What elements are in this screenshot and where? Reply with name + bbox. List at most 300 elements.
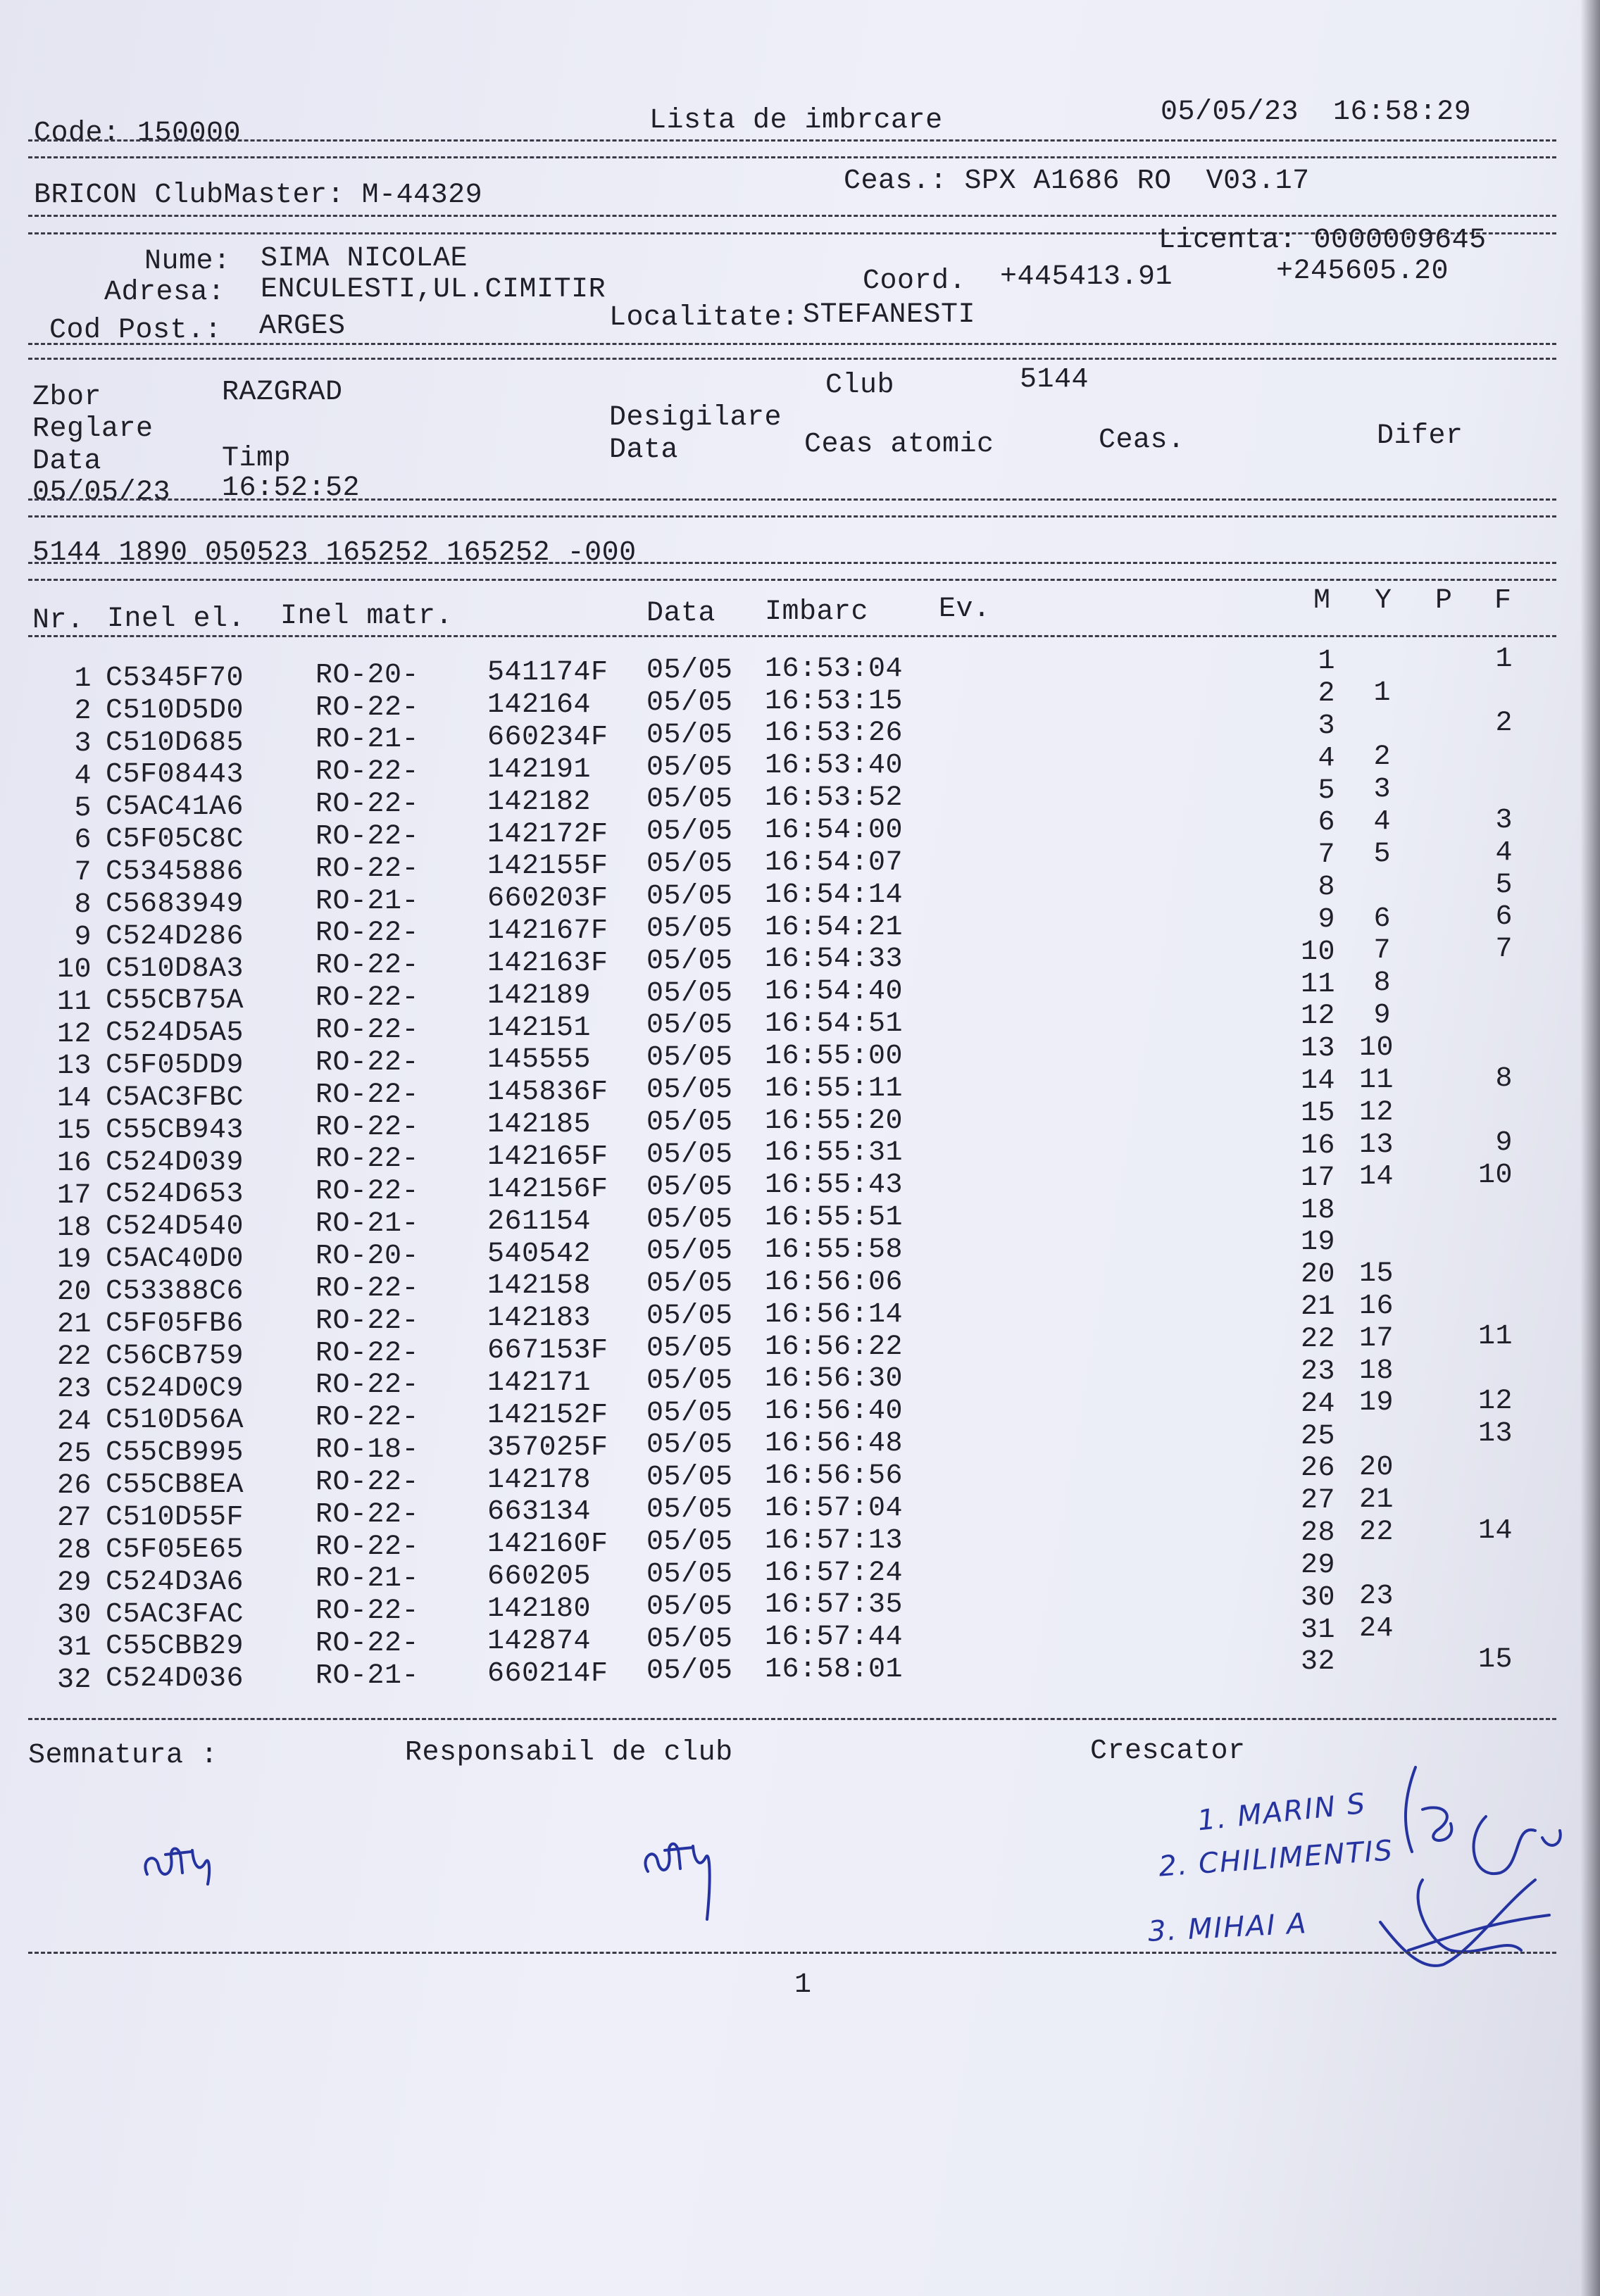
locality-value: STEFANESTI bbox=[803, 299, 976, 331]
cell-imbarc-time: 16:56:14 bbox=[765, 1298, 904, 1331]
cell-m: 32 bbox=[1300, 1646, 1335, 1679]
cell-nr: 13 bbox=[56, 1050, 92, 1083]
cell-nr: 22 bbox=[56, 1341, 92, 1373]
address-label: Adresa: bbox=[104, 277, 225, 308]
cell-inel-el: C5345F70 bbox=[106, 662, 244, 694]
cell-m: 22 bbox=[1300, 1323, 1335, 1355]
cell-inel-prefix: RO-22- bbox=[315, 1337, 420, 1369]
cell-m: 29 bbox=[1300, 1549, 1335, 1581]
cell-imbarc-time: 16:57:04 bbox=[765, 1492, 904, 1524]
coord-label: Coord. bbox=[863, 265, 967, 297]
cell-f: 8 bbox=[1495, 1062, 1513, 1095]
col-header-p: P bbox=[1435, 585, 1453, 617]
cell-y: 14 bbox=[1359, 1161, 1394, 1193]
cell-m: 17 bbox=[1300, 1162, 1335, 1194]
cell-m: 28 bbox=[1300, 1517, 1335, 1550]
cell-m: 12 bbox=[1300, 1000, 1335, 1033]
cell-nr: 30 bbox=[56, 1599, 92, 1631]
cell-y: 19 bbox=[1359, 1387, 1394, 1419]
cell-inel-el: C5AC41A6 bbox=[106, 791, 244, 824]
cell-f: 3 bbox=[1495, 804, 1513, 836]
signature-label: Semnatura : bbox=[28, 1740, 218, 1771]
cell-m: 13 bbox=[1300, 1033, 1335, 1065]
cell-y: 9 bbox=[1373, 1000, 1391, 1032]
cell-y: 16 bbox=[1359, 1290, 1394, 1322]
cell-date: 05/05 bbox=[646, 1526, 733, 1559]
col-header-f: F bbox=[1494, 585, 1512, 617]
cell-imbarc-time: 16:54:33 bbox=[765, 943, 904, 976]
cell-date: 05/05 bbox=[646, 719, 733, 751]
desigilare-label: Desigilare bbox=[609, 402, 782, 434]
signature-mark-semnatura bbox=[137, 1831, 222, 1894]
divider bbox=[28, 358, 1556, 360]
cell-inel-matr: 142180 bbox=[487, 1593, 592, 1625]
cell-m: 6 bbox=[1318, 807, 1335, 839]
cell-f: 14 bbox=[1477, 1514, 1513, 1547]
cell-date: 05/05 bbox=[646, 1591, 733, 1623]
cell-inel-matr: 357025F bbox=[487, 1431, 608, 1464]
cell-inel-matr: 142171 bbox=[487, 1367, 592, 1399]
reglare-date: 05/05/23 bbox=[32, 477, 171, 508]
divider bbox=[28, 343, 1556, 345]
cell-f: 5 bbox=[1495, 869, 1513, 901]
cell-nr: 21 bbox=[56, 1309, 92, 1341]
col-header-nr: Nr. bbox=[32, 605, 85, 636]
cell-m: 9 bbox=[1318, 903, 1335, 936]
cell-imbarc-time: 16:57:24 bbox=[765, 1557, 904, 1589]
col-header-data: Data bbox=[646, 598, 716, 629]
cell-inel-matr: 142151 bbox=[487, 1012, 592, 1044]
cell-inel-prefix: RO-22- bbox=[315, 1466, 420, 1498]
cell-inel-matr: 660203F bbox=[487, 883, 608, 915]
difference-label: Difer bbox=[1377, 420, 1463, 452]
atomic-clock-label: Ceas atomic bbox=[804, 429, 994, 460]
cell-m: 15 bbox=[1300, 1098, 1335, 1129]
cell-date: 05/05 bbox=[646, 1397, 733, 1429]
cell-nr: 10 bbox=[56, 953, 92, 986]
cell-inel-matr: 142158 bbox=[487, 1270, 592, 1303]
cell-m: 7 bbox=[1318, 839, 1335, 872]
cell-inel-prefix: RO-22- bbox=[315, 1079, 420, 1111]
cell-m: 23 bbox=[1300, 1355, 1335, 1388]
cell-inel-el: C524D286 bbox=[106, 920, 244, 953]
cell-nr: 24 bbox=[56, 1405, 92, 1438]
cell-inel-el: C5683949 bbox=[106, 888, 244, 920]
cell-inel-matr: 667153F bbox=[487, 1335, 608, 1367]
cell-f: 6 bbox=[1495, 901, 1513, 934]
cell-y: 2 bbox=[1373, 741, 1391, 774]
cell-date: 05/05 bbox=[646, 1138, 733, 1171]
cell-inel-prefix: RO-22- bbox=[315, 1015, 420, 1047]
cell-inel-prefix: RO-21- bbox=[315, 1563, 420, 1595]
cell-inel-matr: 261154 bbox=[487, 1205, 592, 1238]
cell-imbarc-time: 16:55:20 bbox=[765, 1105, 904, 1137]
cell-inel-prefix: RO-20- bbox=[315, 1240, 420, 1272]
page-edge-shadow bbox=[1580, 0, 1600, 2296]
cell-inel-el: C56CB759 bbox=[106, 1340, 244, 1372]
cell-inel-matr: 142178 bbox=[487, 1464, 592, 1496]
cell-y: 3 bbox=[1373, 774, 1391, 806]
divider bbox=[28, 562, 1556, 564]
cell-nr: 26 bbox=[56, 1470, 92, 1503]
handwritten-witness-3: 3. MIHAI A bbox=[1146, 1907, 1308, 1948]
cell-inel-prefix: RO-22- bbox=[315, 1402, 420, 1434]
cell-f: 4 bbox=[1495, 836, 1513, 869]
flight-label: Zbor bbox=[32, 382, 102, 413]
cell-date: 05/05 bbox=[646, 1332, 733, 1365]
cell-inel-matr: 142165F bbox=[487, 1141, 608, 1173]
cell-inel-matr: 660234F bbox=[487, 721, 608, 753]
cell-imbarc-time: 16:53:15 bbox=[765, 685, 904, 717]
cell-inel-prefix: RO-22- bbox=[315, 789, 420, 821]
divider bbox=[28, 1718, 1556, 1720]
cell-date: 05/05 bbox=[646, 751, 733, 784]
cell-inel-matr: 142191 bbox=[487, 753, 592, 786]
cell-inel-matr: 145555 bbox=[487, 1044, 592, 1077]
cell-inel-matr: 660214F bbox=[487, 1657, 608, 1690]
cell-nr: 1 bbox=[74, 663, 92, 696]
cell-f: 2 bbox=[1495, 708, 1513, 740]
time-label: Timp bbox=[222, 443, 292, 475]
postcode-label: Cod Post.: bbox=[49, 315, 223, 346]
cell-m: 5 bbox=[1318, 774, 1335, 807]
cell-inel-prefix: RO-21- bbox=[315, 724, 420, 756]
cell-date: 05/05 bbox=[646, 816, 733, 848]
cell-imbarc-time: 16:54:00 bbox=[765, 814, 904, 846]
signature-mark-crescator bbox=[1338, 1739, 1577, 1993]
cell-date: 05/05 bbox=[646, 1010, 733, 1042]
cell-y: 22 bbox=[1359, 1516, 1394, 1548]
cell-y: 11 bbox=[1359, 1064, 1394, 1096]
reglare-time: 16:52:52 bbox=[222, 472, 361, 504]
cell-f: 11 bbox=[1477, 1321, 1513, 1353]
licence-text: Licenta: 0000009645 bbox=[1158, 225, 1487, 256]
divider bbox=[28, 139, 1556, 142]
cell-inel-el: C524D039 bbox=[106, 1146, 244, 1179]
divider bbox=[28, 635, 1556, 637]
cell-y: 13 bbox=[1359, 1129, 1394, 1161]
cell-inel-el: C524D036 bbox=[106, 1663, 244, 1695]
cell-y: 15 bbox=[1359, 1257, 1394, 1290]
cell-y: 21 bbox=[1359, 1483, 1394, 1516]
cell-y: 6 bbox=[1373, 903, 1391, 935]
cell-inel-matr: 142164 bbox=[487, 689, 592, 722]
cell-inel-prefix: RO-22- bbox=[315, 917, 420, 950]
address-value: ENCULESTI,UL.CIMITIR bbox=[261, 274, 606, 306]
cell-inel-prefix: RO-21- bbox=[315, 885, 420, 917]
club-responsible-label: Responsabil de club bbox=[405, 1737, 733, 1769]
clock-code-line: 5144 1890 050523 165252 165252 -000 bbox=[32, 537, 637, 569]
cell-inel-el: C524D5A5 bbox=[106, 1017, 244, 1050]
cell-nr: 27 bbox=[56, 1503, 92, 1535]
cell-inel-el: C524D653 bbox=[106, 1179, 244, 1211]
col-header-y: Y bbox=[1375, 585, 1392, 617]
cell-date: 05/05 bbox=[646, 1365, 733, 1397]
cell-inel-prefix: RO-22- bbox=[315, 820, 420, 853]
cell-date: 05/05 bbox=[646, 1494, 733, 1526]
col-header-m: M bbox=[1313, 585, 1331, 617]
cell-nr: 11 bbox=[56, 986, 92, 1018]
cell-imbarc-time: 16:56:40 bbox=[765, 1395, 904, 1428]
cell-inel-el: C510D55F bbox=[106, 1501, 244, 1533]
data-label: Data bbox=[32, 446, 102, 477]
breeder-label: Crescator bbox=[1090, 1736, 1246, 1767]
handwritten-witness-1: 1. MARIN S bbox=[1196, 1787, 1368, 1838]
cell-imbarc-time: 16:56:56 bbox=[765, 1460, 904, 1492]
cell-inel-el: C5F08443 bbox=[106, 759, 244, 791]
cell-m: 2 bbox=[1318, 677, 1335, 710]
cell-m: 19 bbox=[1300, 1227, 1335, 1259]
cell-date: 05/05 bbox=[646, 1106, 733, 1138]
cell-nr: 15 bbox=[56, 1115, 92, 1148]
divider bbox=[28, 579, 1556, 581]
cell-nr: 16 bbox=[56, 1147, 92, 1179]
cell-inel-matr: 142167F bbox=[487, 915, 608, 948]
cell-m: 8 bbox=[1318, 872, 1335, 904]
cell-imbarc-time: 16:57:13 bbox=[765, 1524, 904, 1557]
divider bbox=[28, 515, 1556, 517]
name-value: SIMA NICOLAE bbox=[261, 243, 468, 275]
cell-date: 05/05 bbox=[646, 1074, 733, 1107]
flight-value: RAZGRAD bbox=[222, 377, 343, 408]
cell-y: 12 bbox=[1359, 1096, 1394, 1129]
cell-inel-prefix: RO-22- bbox=[315, 1111, 420, 1143]
cell-m: 21 bbox=[1300, 1291, 1335, 1324]
cell-inel-prefix: RO-22- bbox=[315, 691, 420, 724]
cell-inel-prefix: RO-22- bbox=[315, 1305, 420, 1337]
cell-imbarc-time: 16:55:00 bbox=[765, 1040, 904, 1072]
cell-inel-matr: 142189 bbox=[487, 979, 592, 1012]
coord-lat: +445413.91 bbox=[1000, 261, 1173, 293]
cell-imbarc-time: 16:53:26 bbox=[765, 717, 904, 750]
club-label: Club bbox=[825, 370, 895, 401]
cell-inel-matr: 663134 bbox=[487, 1496, 592, 1529]
cell-m: 3 bbox=[1318, 710, 1335, 742]
cell-y: 1 bbox=[1373, 677, 1391, 709]
cell-nr: 29 bbox=[56, 1567, 92, 1599]
cell-m: 4 bbox=[1318, 742, 1335, 774]
cell-m: 11 bbox=[1300, 968, 1335, 1000]
cell-m: 16 bbox=[1300, 1129, 1335, 1162]
clock-label: Ceas. bbox=[1099, 425, 1185, 456]
cell-inel-el: C55CB8EA bbox=[106, 1469, 244, 1502]
cell-nr: 20 bbox=[56, 1276, 92, 1309]
locality-label: Localitate: bbox=[609, 302, 799, 334]
cell-date: 05/05 bbox=[646, 1268, 733, 1300]
cell-date: 05/05 bbox=[646, 881, 733, 913]
cell-date: 05/05 bbox=[646, 848, 733, 881]
cell-nr: 2 bbox=[74, 696, 92, 727]
cell-date: 05/05 bbox=[646, 1042, 733, 1074]
cell-nr: 18 bbox=[56, 1212, 92, 1244]
cell-date: 05/05 bbox=[646, 977, 733, 1010]
cell-inel-el: C5AC3FBC bbox=[106, 1081, 244, 1114]
cell-nr: 3 bbox=[74, 727, 92, 760]
cell-y: 5 bbox=[1373, 838, 1391, 870]
cell-date: 05/05 bbox=[646, 784, 733, 816]
cell-date: 05/05 bbox=[646, 912, 733, 945]
cell-y: 17 bbox=[1359, 1322, 1394, 1355]
reglare-label: Reglare bbox=[32, 413, 154, 445]
cell-imbarc-time: 16:55:11 bbox=[765, 1072, 904, 1105]
cell-inel-matr: 142172F bbox=[487, 818, 608, 851]
cell-inel-prefix: RO-22- bbox=[315, 1595, 420, 1628]
cell-f: 10 bbox=[1477, 1160, 1513, 1192]
cell-inel-el: C5345886 bbox=[106, 855, 244, 888]
cell-inel-matr: 142183 bbox=[487, 1303, 592, 1335]
cell-inel-matr: 142163F bbox=[487, 947, 608, 979]
club-value: 5144 bbox=[1020, 364, 1089, 396]
clock-text: Ceas.: SPX A1686 RO V03.17 bbox=[844, 165, 1310, 197]
cell-date: 05/05 bbox=[646, 1558, 733, 1591]
cell-inel-prefix: RO-22- bbox=[315, 1272, 420, 1305]
cell-date: 05/05 bbox=[646, 1655, 733, 1688]
cell-inel-prefix: RO-22- bbox=[315, 1531, 420, 1563]
coord-lon: +245605.20 bbox=[1276, 256, 1449, 287]
cell-y: 8 bbox=[1373, 967, 1391, 1000]
cell-nr: 17 bbox=[56, 1179, 92, 1212]
cell-imbarc-time: 16:54:40 bbox=[765, 976, 904, 1008]
print-datetime: 05/05/23 16:58:29 bbox=[1161, 96, 1472, 128]
col-header-imbarc: Imbarc bbox=[765, 596, 869, 628]
cell-inel-prefix: RO-22- bbox=[315, 756, 420, 789]
cell-date: 05/05 bbox=[646, 1300, 733, 1333]
cell-y: 20 bbox=[1359, 1452, 1394, 1484]
cell-m: 25 bbox=[1300, 1420, 1335, 1453]
unseal-date-label: Data bbox=[609, 434, 679, 466]
cell-imbarc-time: 16:58:01 bbox=[765, 1654, 904, 1686]
cell-imbarc-time: 16:53:52 bbox=[765, 782, 904, 815]
cell-inel-el: C55CB75A bbox=[106, 985, 244, 1017]
cell-m: 18 bbox=[1300, 1194, 1335, 1227]
divider bbox=[28, 215, 1556, 217]
cell-imbarc-time: 16:54:51 bbox=[765, 1008, 904, 1041]
cell-nr: 14 bbox=[56, 1083, 92, 1115]
cell-y: 24 bbox=[1359, 1613, 1394, 1645]
cell-inel-prefix: RO-22- bbox=[315, 950, 420, 982]
cell-inel-matr: 660205 bbox=[487, 1561, 592, 1593]
cell-inel-el: C55CB943 bbox=[106, 1114, 244, 1146]
cell-nr: 7 bbox=[74, 857, 92, 889]
cell-inel-el: C510D685 bbox=[106, 727, 244, 759]
cell-inel-prefix: RO-22- bbox=[315, 1369, 420, 1402]
cell-date: 05/05 bbox=[646, 1462, 733, 1494]
cell-nr: 31 bbox=[56, 1631, 92, 1664]
page-number: 1 bbox=[794, 1969, 812, 2001]
cell-inel-el: C5F05E65 bbox=[106, 1533, 244, 1566]
cell-inel-el: C55CB995 bbox=[106, 1437, 244, 1469]
cell-inel-el: C510D8A3 bbox=[106, 953, 244, 985]
cell-inel-prefix: RO-20- bbox=[315, 659, 420, 691]
cell-m: 31 bbox=[1300, 1614, 1335, 1646]
cell-nr: 23 bbox=[56, 1373, 92, 1405]
cell-nr: 25 bbox=[56, 1438, 92, 1470]
col-header-inel-matr: Inel matr. bbox=[280, 601, 454, 632]
cell-inel-prefix: RO-22- bbox=[315, 1046, 420, 1079]
divider bbox=[28, 498, 1556, 501]
cell-inel-prefix: RO-18- bbox=[315, 1434, 420, 1467]
cell-inel-el: C5F05FB6 bbox=[106, 1307, 244, 1340]
cell-nr: 28 bbox=[56, 1535, 92, 1567]
cell-nr: 4 bbox=[74, 760, 92, 792]
cell-nr: 12 bbox=[56, 1018, 92, 1050]
cell-inel-prefix: RO-22- bbox=[315, 1628, 420, 1660]
cell-inel-prefix: RO-22- bbox=[315, 1498, 420, 1531]
cell-imbarc-time: 16:55:43 bbox=[765, 1169, 904, 1202]
cell-f: 13 bbox=[1477, 1417, 1513, 1450]
cell-nr: 8 bbox=[74, 889, 92, 922]
cell-inel-el: C53388C6 bbox=[106, 1276, 244, 1308]
cell-inel-matr: 541174F bbox=[487, 657, 608, 689]
cell-m: 26 bbox=[1300, 1453, 1335, 1485]
name-label: Nume: bbox=[144, 246, 231, 277]
cell-inel-el: C5AC40D0 bbox=[106, 1243, 244, 1276]
cell-inel-el: C524D3A6 bbox=[106, 1566, 244, 1598]
cell-date: 05/05 bbox=[646, 686, 733, 719]
cell-f: 7 bbox=[1495, 934, 1513, 966]
cell-y: 7 bbox=[1373, 935, 1391, 967]
cell-imbarc-time: 16:54:21 bbox=[765, 911, 904, 943]
cell-imbarc-time: 16:56:30 bbox=[765, 1363, 904, 1395]
cell-imbarc-time: 16:53:40 bbox=[765, 750, 904, 782]
cell-inel-el: C55CBB29 bbox=[106, 1631, 244, 1663]
cell-m: 10 bbox=[1300, 936, 1335, 968]
col-header-inel-el: Inel el. bbox=[107, 603, 246, 635]
cell-imbarc-time: 16:55:51 bbox=[765, 1202, 904, 1234]
cell-inel-prefix: RO-22- bbox=[315, 1143, 420, 1176]
cell-date: 05/05 bbox=[646, 1623, 733, 1655]
cell-imbarc-time: 16:54:07 bbox=[765, 846, 904, 879]
cell-y: 4 bbox=[1373, 806, 1391, 839]
cell-y: 10 bbox=[1359, 1032, 1394, 1065]
cell-date: 05/05 bbox=[646, 1171, 733, 1203]
cell-f: 15 bbox=[1477, 1643, 1513, 1676]
cell-imbarc-time: 16:56:48 bbox=[765, 1428, 904, 1460]
cell-inel-prefix: RO-21- bbox=[315, 1208, 420, 1241]
cell-inel-el: C5F05DD9 bbox=[106, 1050, 244, 1082]
cell-imbarc-time: 16:57:44 bbox=[765, 1621, 904, 1654]
cell-nr: 19 bbox=[56, 1244, 92, 1276]
divider bbox=[28, 156, 1556, 158]
cell-inel-el: C524D540 bbox=[106, 1211, 244, 1243]
cell-m: 24 bbox=[1300, 1388, 1335, 1420]
cell-f: 9 bbox=[1495, 1127, 1513, 1160]
cell-inel-el: C510D56A bbox=[106, 1405, 244, 1437]
cell-inel-matr: 142874 bbox=[487, 1625, 592, 1657]
cell-inel-el: C524D0C9 bbox=[106, 1372, 244, 1405]
cell-inel-matr: 142185 bbox=[487, 1109, 592, 1141]
cell-inel-matr: 142182 bbox=[487, 786, 592, 818]
handwritten-witness-2: 2. CHILIMENTIS bbox=[1157, 1834, 1395, 1883]
cell-m: 14 bbox=[1300, 1065, 1335, 1098]
cell-date: 05/05 bbox=[646, 1429, 733, 1462]
cell-y: 23 bbox=[1359, 1581, 1394, 1613]
cell-date: 05/05 bbox=[646, 945, 733, 977]
code-text: Code: 150000 bbox=[34, 118, 242, 149]
col-header-ev: Ev. bbox=[939, 594, 991, 625]
cell-imbarc-time: 16:57:35 bbox=[765, 1589, 904, 1621]
cell-m: 27 bbox=[1300, 1485, 1335, 1517]
cell-date: 05/05 bbox=[646, 1203, 733, 1236]
cell-inel-el: C5AC3FAC bbox=[106, 1598, 244, 1631]
cell-imbarc-time: 16:56:06 bbox=[765, 1266, 904, 1298]
cell-imbarc-time: 16:53:04 bbox=[765, 653, 904, 685]
cell-m: 20 bbox=[1300, 1259, 1335, 1291]
cell-inel-prefix: RO-22- bbox=[315, 853, 420, 885]
cell-inel-prefix: RO-22- bbox=[315, 1176, 420, 1208]
signature-mark-responsabil bbox=[634, 1822, 725, 1928]
cell-m: 30 bbox=[1300, 1581, 1335, 1614]
